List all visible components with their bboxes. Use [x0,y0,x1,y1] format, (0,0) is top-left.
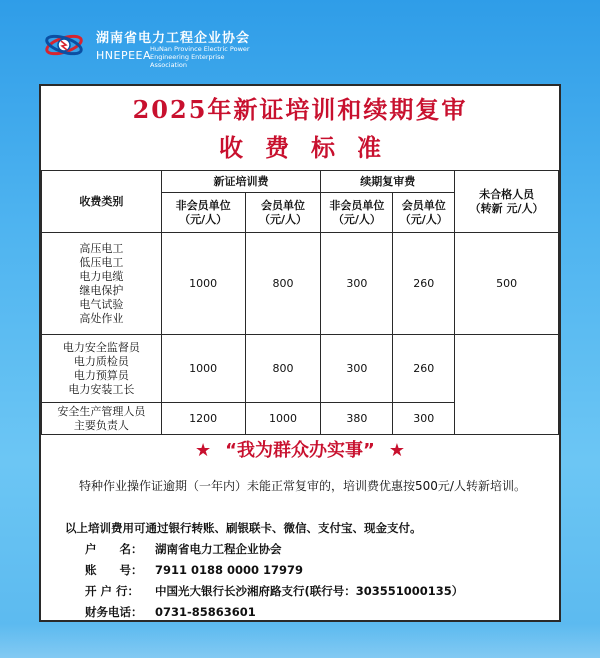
account-name-value: 湖南省电力工程企业协会 [155,542,282,556]
footer-band [0,624,600,658]
table-row [42,233,559,335]
header-renewal: 续期复审费 [321,171,455,193]
cell-renew-nonmember: 300 [321,233,393,335]
title-line-1: 2025年新证培训和续期复审 [132,95,468,124]
org-abbr: HNEPEEA [96,49,152,62]
renewal-notice: 特种作业操作证逾期（一年内）未能正常复审的，培训费优惠按500元/人转新培训。 [79,479,526,493]
cell-new-member: 800 [245,335,321,403]
slogan [41,436,559,462]
star-icon: ★ [195,440,212,461]
cell-unqualified-empty [455,335,559,435]
bank-value: 中国光大银行长沙湘府路支行(联行号：303551000135） [155,584,464,598]
cell-new-member: 1000 [245,403,321,435]
cell-renew-member: 300 [393,403,455,435]
cell-new-nonmember: 1200 [161,403,245,435]
subheader-renew-nonmember: 非会员单位 （元/人） [321,193,393,233]
association-logo-icon [44,28,84,62]
subheader-new-nonmember: 非会员单位 （元/人） [161,193,245,233]
account-number-label: 账 号： [85,563,143,577]
title-line-2: 收费标准 [219,133,403,162]
fee-card [39,84,561,622]
header-new-training: 新证培训费 [161,171,321,193]
row-category: 高压电工 低压电工 电力电缆 继电保护 电气试验 高处作业 [42,233,162,335]
cell-renew-member: 260 [393,335,455,403]
account-number-value: 7911 0188 0000 17979 [155,563,304,577]
org-english-name: HuNan Province Electric Power Engineering Enterprise Association [150,45,250,69]
cell-new-nonmember: 1000 [161,335,245,403]
finance-phone-label: 财务电话： [85,605,143,619]
cell-renew-nonmember: 300 [321,335,393,403]
cell-new-member: 800 [245,233,321,335]
header [0,0,600,80]
header-category: 收费类别 [42,171,162,233]
org-name: 湖南省电力工程企业协会 [96,31,251,46]
cell-unqualified: 500 [455,233,559,335]
slogan-text: “我为群众办实事” [225,440,375,461]
bank-label: 开 户 行： [85,584,140,598]
bank-line [85,583,463,599]
cell-new-nonmember: 1000 [161,233,245,335]
account-number-line [85,562,303,578]
fee-table [41,170,559,435]
account-name-line [85,541,282,557]
finance-phone-line [85,604,256,620]
header-unqualified: 未合格人员 （转新 元/人） [455,171,559,233]
table-row [42,335,559,403]
cell-renew-member: 260 [393,233,455,335]
row-category: 安全生产管理人员 主要负责人 [42,403,162,435]
subheader-new-member: 会员单位 （元/人） [245,193,321,233]
finance-phone-value: 0731-85863601 [155,605,256,619]
subheader-renew-member: 会员单位 （元/人） [393,193,455,233]
account-name-label: 户 名： [85,542,143,556]
row-category: 电力安全监督员 电力质检员 电力预算员 电力安装工长 [42,335,162,403]
star-icon: ★ [388,440,405,461]
payment-methods: 以上培训费用可通过银行转账、刷银联卡、微信、支付宝、现金支付。 [65,521,422,535]
cell-renew-nonmember: 380 [321,403,393,435]
